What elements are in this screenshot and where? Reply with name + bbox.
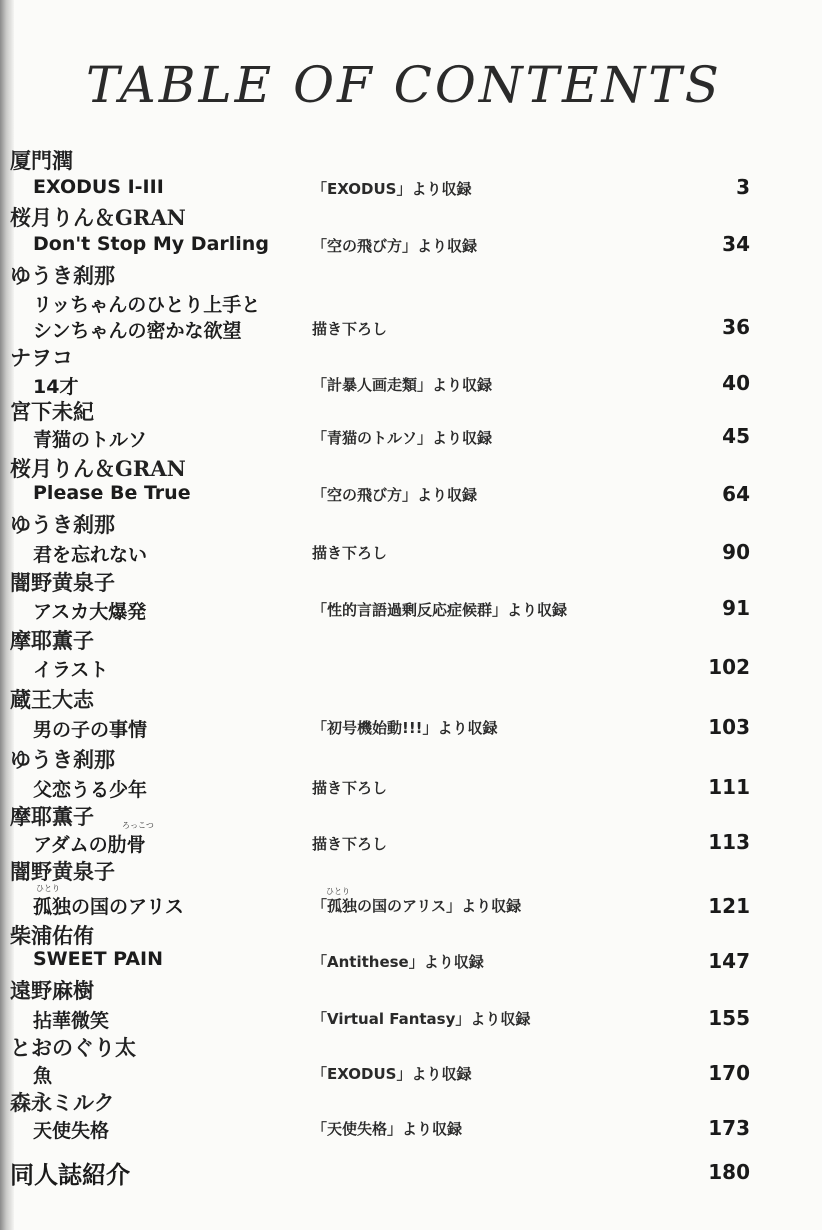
toc-source: 「空の飛び方」より収録	[312, 486, 478, 504]
toc-author: 摩耶薫子	[10, 628, 94, 653]
toc-work-title: シンちゃんの密かな欲望	[33, 320, 242, 342]
toc-work-title: 青猫のトルソ	[33, 429, 148, 451]
toc-author: 森永ミルク	[10, 1090, 115, 1115]
toc-work-title-line1: リッちゃんのひとり上手と	[33, 294, 261, 316]
toc-source: 「性的言語過剰反応症候群」より収録	[312, 601, 568, 619]
toc-author: 桜月りん＆GRAN	[10, 205, 186, 230]
toc-author: ゆうき刹那	[10, 512, 115, 537]
toc-author: 摩耶薫子	[10, 804, 94, 829]
toc-work-title: 君を忘れない	[33, 544, 148, 566]
toc-author: 闇野黄泉子	[10, 570, 115, 595]
toc-page-number: 173	[708, 1116, 750, 1140]
toc-page-number: 45	[722, 424, 750, 448]
toc-work-title: イラスト	[33, 659, 109, 681]
toc-author: ナヲコ	[10, 345, 73, 370]
toc-author: 蔵王大志	[10, 687, 94, 712]
toc-source: 「孤独の国のアリス」より収録	[312, 897, 522, 915]
toc-source: 「EXODUS」より収録	[312, 180, 472, 198]
toc-page-number: 147	[708, 949, 750, 973]
toc-page-number: 103	[708, 715, 750, 739]
toc-work-title: 魚	[33, 1065, 53, 1087]
toc-work-title: 男の子の事情	[33, 719, 148, 741]
toc-author: 闇野黄泉子	[10, 859, 115, 884]
toc-source: 描き下ろし	[312, 320, 388, 338]
toc-page-number: 91	[722, 596, 750, 620]
toc-source: 「Virtual Fantasy」より収録	[312, 1010, 531, 1028]
toc-work-title: SWEET PAIN	[33, 948, 164, 970]
toc-work-title: 孤独の国のアリス	[33, 896, 184, 918]
toc-source: 「天使失格」より収録	[312, 1120, 463, 1138]
toc-source: 描き下ろし	[312, 835, 388, 853]
toc-final-section: 同人誌紹介	[10, 1160, 130, 1189]
toc-page-number: 36	[722, 315, 750, 339]
furigana: ろっこつ	[122, 821, 154, 830]
toc-page-number: 180	[708, 1160, 750, 1184]
toc-page-number: 111	[708, 775, 750, 799]
toc-page-number: 121	[708, 894, 750, 918]
toc-author: 厦門潤	[10, 148, 73, 173]
toc-source: 「計暴人画走類」より収録	[312, 376, 493, 394]
toc-source: 「空の飛び方」より収録	[312, 237, 478, 255]
toc-work-title: Please Be True	[33, 482, 191, 504]
toc-page-number: 64	[722, 482, 750, 506]
toc-source: 「EXODUS」より収録	[312, 1065, 472, 1083]
toc-work-title: EXODUS I-III	[33, 176, 164, 198]
toc-author: ゆうき刹那	[10, 747, 115, 772]
toc-work-title: 天使失格	[33, 1120, 110, 1142]
toc-source: 描き下ろし	[312, 544, 388, 562]
toc-author: 宮下未紀	[10, 399, 94, 424]
toc-source: 「青猫のトルソ」より収録	[312, 429, 493, 447]
toc-source: 「初号機始動!!!」より収録	[312, 719, 498, 737]
toc-page-number: 40	[722, 371, 750, 395]
toc-source: 「Antithese」より収録	[312, 953, 484, 971]
toc-source: 描き下ろし	[312, 779, 388, 797]
toc-work-title: 父恋うる少年	[33, 779, 148, 801]
toc-work-title: Don't Stop My Darling	[33, 233, 269, 255]
toc-author: とおのぐり太	[10, 1035, 136, 1060]
furigana: ひとり	[326, 887, 350, 896]
furigana: ひとり	[36, 884, 60, 893]
toc-work-title: アスカ大爆発	[33, 601, 147, 623]
toc-page-number: 34	[722, 232, 750, 256]
toc-author: 桜月りん＆GRAN	[10, 456, 186, 481]
toc-page-number: 90	[722, 540, 750, 564]
toc-page-number: 3	[736, 175, 750, 199]
page-title: TABLE OF CONTENTS	[86, 56, 722, 114]
toc-author: 柴浦佑侑	[10, 923, 94, 948]
toc-page-number: 170	[708, 1061, 750, 1085]
toc-work-title: 拈華微笑	[33, 1010, 110, 1032]
toc-page-number: 155	[708, 1006, 750, 1030]
toc-page-number: 113	[708, 830, 750, 854]
toc-page-number: 102	[708, 655, 750, 679]
toc-author: ゆうき刹那	[10, 263, 115, 288]
toc-author: 遠野麻樹	[10, 978, 94, 1003]
toc-work-title: 14才	[33, 376, 79, 398]
toc-work-title: アダムの肋骨	[33, 834, 146, 856]
